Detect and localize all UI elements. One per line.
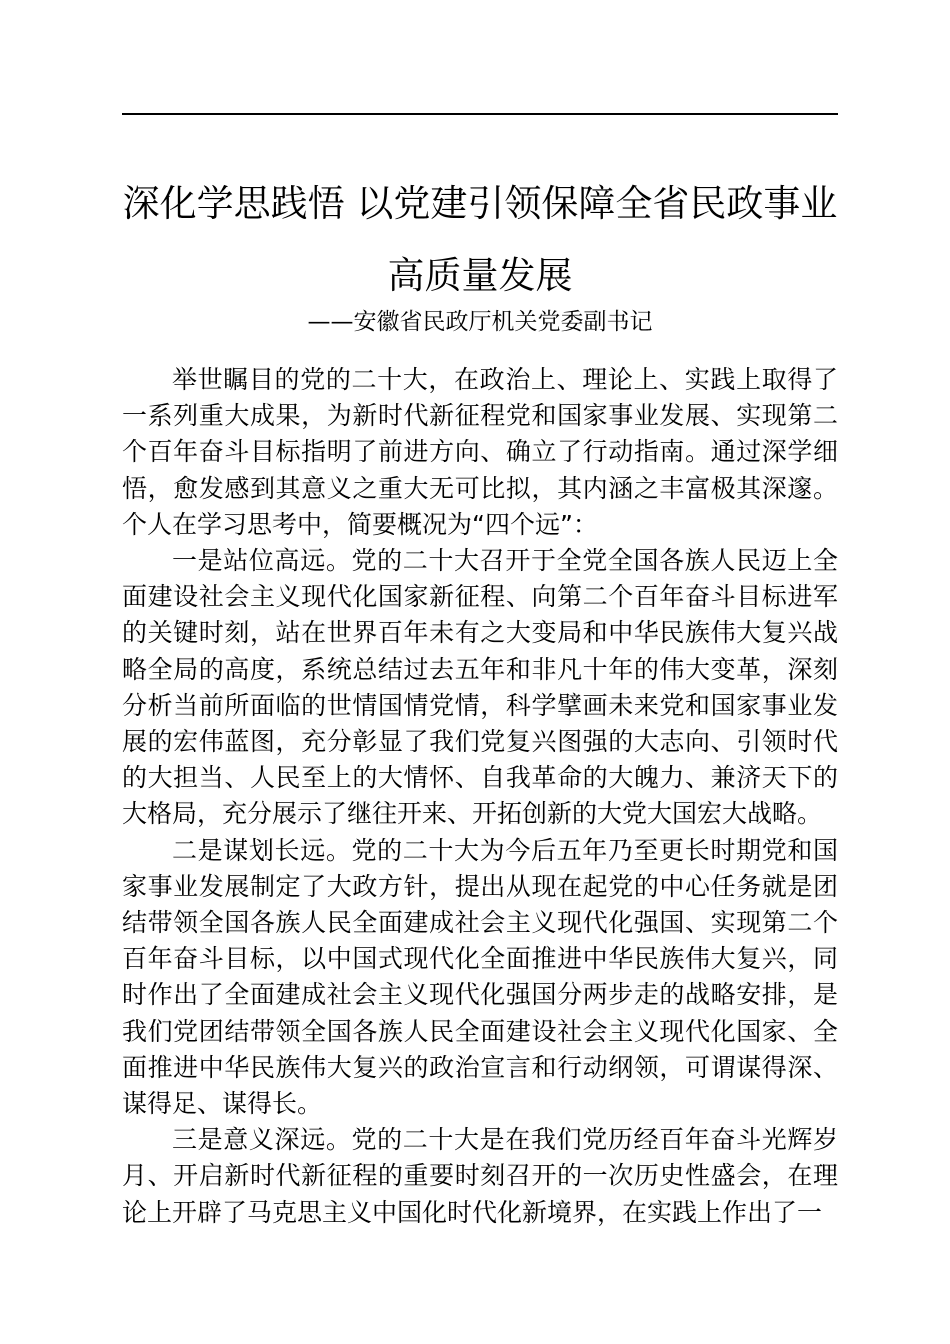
- document-title: 深化学思践悟 以党建引领保障全省民政事业高质量发展: [122, 182, 838, 297]
- document-subtitle: ——安徽省民政厅机关党委副书记: [307, 309, 653, 335]
- body-paragraph: 举世瞩目的党的二十大，在政治上、理论上、实践上取得了一系列重大成果，为新时代新征程党和国家事业发展、实现第二个百年奋斗目标指明了前进方向、确立了行动指南。通过深学细悟，愈发感到其意义之重大无可比拟，其内涵之丰富极其深邃。个人在学习思考中，简要概况为“四个远”：: [122, 365, 838, 539]
- body-paragraph: 二是谋划长远。党的二十大为今后五年乃至更长时期党和国家事业发展制定了大政方针，提出从现在起党的中心任务就是团结带领全国各族人民全面建成社会主义现代化强国、实现第二个百年奋斗目标，以中国式现代化全面推进中华民族伟大复兴，同时作出了全面建成社会主义现代化强国分两步走的战略安排，是我们党团结带领全国各族人民全面建设社会主义现代化国家、全面推进中华民族伟大复兴的政治宣言和行动纲领，可谓谋得深、谋得足、谋得长。: [122, 835, 838, 1119]
- document-body: [122, 362, 838, 1231]
- header-rule: [122, 113, 838, 115]
- body-paragraph: 一是站位高远。党的二十大召开于全党全国各族人民迈上全面建设社会主义现代化国家新征程、向第二个百年奋斗目标进军的关键时刻，站在世界百年未有之大变局和中华民族伟大复兴战略全局的高度，系统总结过去五年和非凡十年的伟大变革，深刻分析当前所面临的世情国情党情，科学擘画未来党和国家事业发展的宏伟蓝图，充分彰显了我们党复兴图强的大志向、引领时代的大担当、人民至上的大情怀、自我革命的大魄力、兼济天下的大格局，充分展示了继往开来、开拓创新的大党大国宏大战略。: [122, 546, 838, 829]
- body-paragraph: 三是意义深远。党的二十大是在我们党历经百年奋斗光辉岁月、开启新时代新征程的重要时刻召开的一次历史性盛会，在理论上开辟了马克思主义中国化时代化新境界，在实践上作出了一: [122, 1125, 838, 1227]
